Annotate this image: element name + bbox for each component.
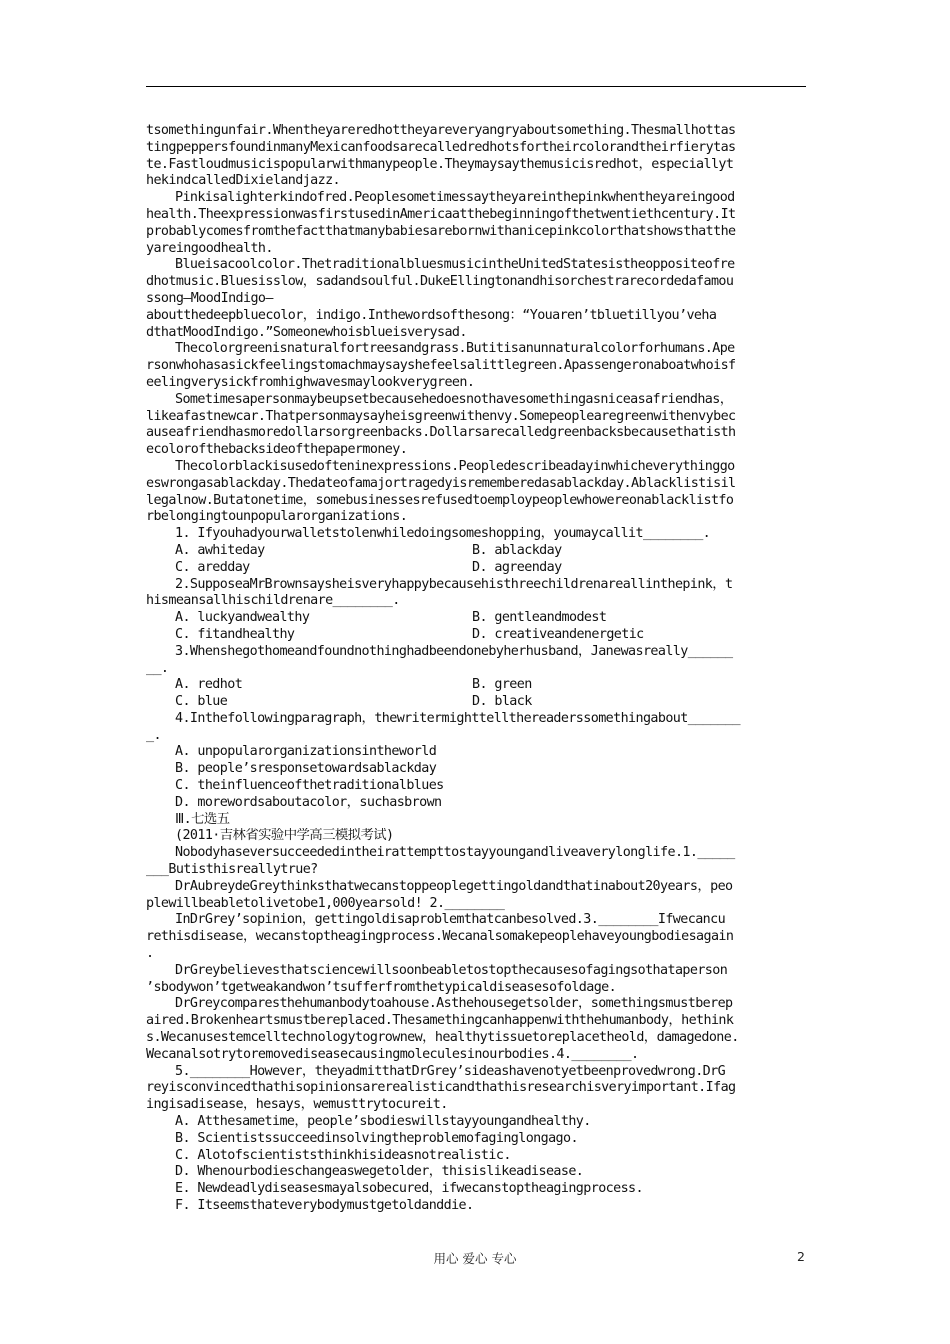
text-line: legalnow.Butatonetime，somebusinessesrefusedtoemploypeoplewhowereonablacklistfo	[146, 492, 734, 508]
option-left: A. luckyandwealthy	[175, 610, 310, 626]
footer-text: 用心 爱心 专心	[433, 1251, 517, 1266]
text-line: A. unpopularorganizationsintheworld	[175, 744, 437, 760]
option-row	[146, 543, 808, 560]
page-number: 2	[797, 1249, 805, 1264]
text-line: ___Butisthisreallytrue?	[146, 862, 318, 878]
text-line: Wecanalsotrytoremovediseasecausingmoleculesinourbodies.4.________.	[146, 1046, 639, 1062]
text-line: DrGreycomparesthehumanbodytoahouse.Asthehousegetsolder，somethingsmustberep	[175, 996, 733, 1012]
text-line: auseafriendhasmoredollarsorgreenbacks.Dollarsarecalledgreenbacksbecausethatisth	[146, 425, 736, 441]
text-line: rethisdisease，wecanstoptheagingprocess.Wecanalsomakepeoplehaveyoungbodiesagain	[146, 929, 734, 945]
text-line: B. Scientistssucceedinsolvingtheproblemofaginglongago.	[175, 1130, 578, 1146]
option-left: A. awhiteday	[175, 542, 265, 558]
text-line: probablycomesfromthefactthatmanybabiesarebornwithanicepinkcolorthatshowsthatthe	[146, 223, 736, 239]
text-line: rbelongingtounpopularorganizations.	[146, 509, 408, 525]
text-line: 3.Whenshegothomeandfoundnothinghadbeendonebyherhusband，Janewasreally______	[175, 643, 733, 659]
option-left: C. blue	[175, 694, 228, 710]
option-right: B. ablackday	[472, 542, 562, 558]
text-line: aired.Brokenheartsmustbereplaced.Thesamethingcanhappenwiththehumanbody，hethink	[146, 1013, 734, 1029]
text-line: D. morewordsaboutacolor，suchasbrown	[175, 794, 442, 810]
text-line: 1. Ifyouhadyourwalletstolenwhiledoingsomeshopping，youmaycallit________.	[175, 526, 711, 542]
text-line: _.	[146, 727, 161, 743]
text-line: C. Alotofscientiststhinkhisideasnotrealistic.	[175, 1147, 511, 1163]
text-line: hekindcalledDixielandjazz.	[146, 173, 341, 189]
text-line: rsonwhohasasickfeelingstomachmaysayshefeelsalittlegreen.Apassengeronaboatwhoisf	[146, 358, 736, 374]
text-line: Ⅲ.七选五	[175, 811, 230, 827]
text-line: D. Whenourbodieschangeaswegetolder，thisislikeadisease.	[175, 1164, 584, 1180]
text-line: __.	[146, 660, 169, 676]
text-line: C. theinfluenceofthetraditionalblues	[175, 778, 444, 794]
option-row	[146, 560, 808, 577]
option-row	[146, 627, 808, 644]
text-line: plewillbeabletolivetobe1,000yearsold! 2.________	[146, 895, 505, 911]
text-line: dthatMoodIndigo.”Someonewhoisblueisverysad.	[146, 324, 467, 340]
text-line: dhotmusic.Bluesisslow，sadandsoulful.DukeEllingtonandhisorchestrarecordedafamou	[146, 274, 734, 290]
option-row	[146, 677, 808, 694]
text-line: tsomethingunfair.Whentheyareredhottheyareveryangryaboutsomething.Thesmallhottas	[146, 123, 736, 138]
option-right: D. black	[472, 694, 532, 710]
option-right: B. gentleandmodest	[472, 610, 607, 626]
text-line: Sometimesapersonmaybeupsetbecausehedoesnothavesomethingasniceasafriendhas，	[175, 391, 733, 407]
text-line: A. Atthesametime，people’sbodieswillstayyoungandhealthy.	[175, 1114, 591, 1130]
text-line: reyisconvincedthathisopinionsarerealisticandthathisresearchisveryimportant.Ifag	[146, 1080, 736, 1096]
text-line: eelingverysickfromhighwavesmaylookverygreen.	[146, 374, 475, 390]
text-line: InDrGrey’sopinion，gettingoldisaproblemthatcanbesolved.3.________Ifwecancu	[175, 912, 726, 928]
text-line: hismeansallhischildrenare________.	[146, 593, 400, 609]
text-line: eswrongasablackday.Thedateofamajortragedyisrememberedasablackday.Ablacklistisil	[146, 475, 736, 491]
option-left: C. fitandhealthy	[175, 626, 295, 642]
option-right: D. creativeandenergetic	[472, 626, 644, 642]
text-line: yareingoodhealth.	[146, 240, 273, 256]
option-row	[146, 694, 808, 711]
document-body	[146, 123, 808, 1215]
option-left: A. redhot	[175, 677, 243, 693]
text-line: ecolorofthebacksideofthepapermoney.	[146, 442, 408, 458]
text-line: ssong—MoodIndigo—	[146, 290, 273, 306]
text-line: likeafastnewcar.Thatpersonmaysayheisgreenwithenvy.Somepeoplearegreenwithenvybec	[146, 408, 736, 424]
text-line: E. Newdeadlydiseasesmayalsobecured，ifwecanstoptheagingprocess.	[175, 1181, 643, 1197]
text-line: tingpeppersfoundinmanyMexicanfoodsarecalledredhotsfortheircolorandtheirfierytas	[146, 139, 736, 155]
text-line: Thecolorgreenisnaturalfortreesandgrass.Butitisanunnaturalcolorforhumans.Ape	[175, 341, 735, 357]
text-line: DrGreybelievesthatsciencewillsoonbeabletostopthecausesofagingsothataperson	[175, 962, 728, 978]
text-line: ’sbodywon’tgetweakandwon’tsufferfromthetypicaldiseasesofoldage.	[146, 979, 617, 995]
option-row	[146, 610, 808, 627]
text-line: F. Itseemsthateverybodymustgetoldanddie.	[175, 1198, 474, 1213]
text-line: ingisadisease，hesays，wemusttrytocureit.	[146, 1097, 448, 1113]
option-right: B. green	[472, 677, 532, 693]
text-line: aboutthedeepbluecolor，indigo.Inthewordsofthesong：“Youaren’tbluetillyou’veha	[146, 307, 717, 323]
text-line: 4.Inthefollowingparagraph，thewritermighttellthereaderssomethingabout_______	[175, 710, 740, 726]
text-line: 5.________However，theyadmitthatDrGrey’sideashavenotyetbeenprovedwrong.DrG	[175, 1063, 726, 1079]
text-line: s.Wecanusestemcelltechnologytogrownew，healthytissuetoreplacetheold，damagedone.	[146, 1030, 739, 1046]
text-line: B. people’sresponsetowardsablackday	[175, 761, 437, 777]
option-left: C. aredday	[175, 559, 250, 575]
text-line: Pinkisalighterkindofred.Peoplesometimessaytheyareinthepinkwhentheyareingood	[175, 190, 735, 206]
page-footer	[0, 1249, 950, 1269]
text-line: DrAubreydeGreythinksthatwecanstoppeoplegettingoldandthatinabout20years，peo	[175, 878, 733, 894]
text-line: .	[146, 946, 154, 962]
text-line: Thecolorblackisusedofteninexpressions.Peopledescribeadayinwhicheverythinggo	[175, 458, 735, 474]
text-line: health.TheexpressionwasfirstusedinAmericaatthebeginningofthetwentiethcentury.It	[146, 206, 736, 222]
option-right: D. agreenday	[472, 559, 562, 575]
text-line: Blueisacoolcolor.ThetraditionalbluesmusicintheUnitedStatesistheoppositeofre	[175, 257, 735, 273]
text-line: (2011·吉林省实验中学高三模拟考试)	[175, 828, 394, 844]
text-line: 2.SupposeaMrBrownsaysheisveryhappybecausehisthreechildrenareallinthepink，t	[175, 576, 733, 592]
text-line: Nobodyhaseversucceededintheirattempttostayyoungandliveaverylonglife.1._____	[175, 845, 735, 861]
text-line: te.Fastloudmusicispopularwithmanypeople.Theymaysaythemusicisredhot，especiallyt	[146, 156, 734, 172]
header-rule	[146, 86, 806, 87]
